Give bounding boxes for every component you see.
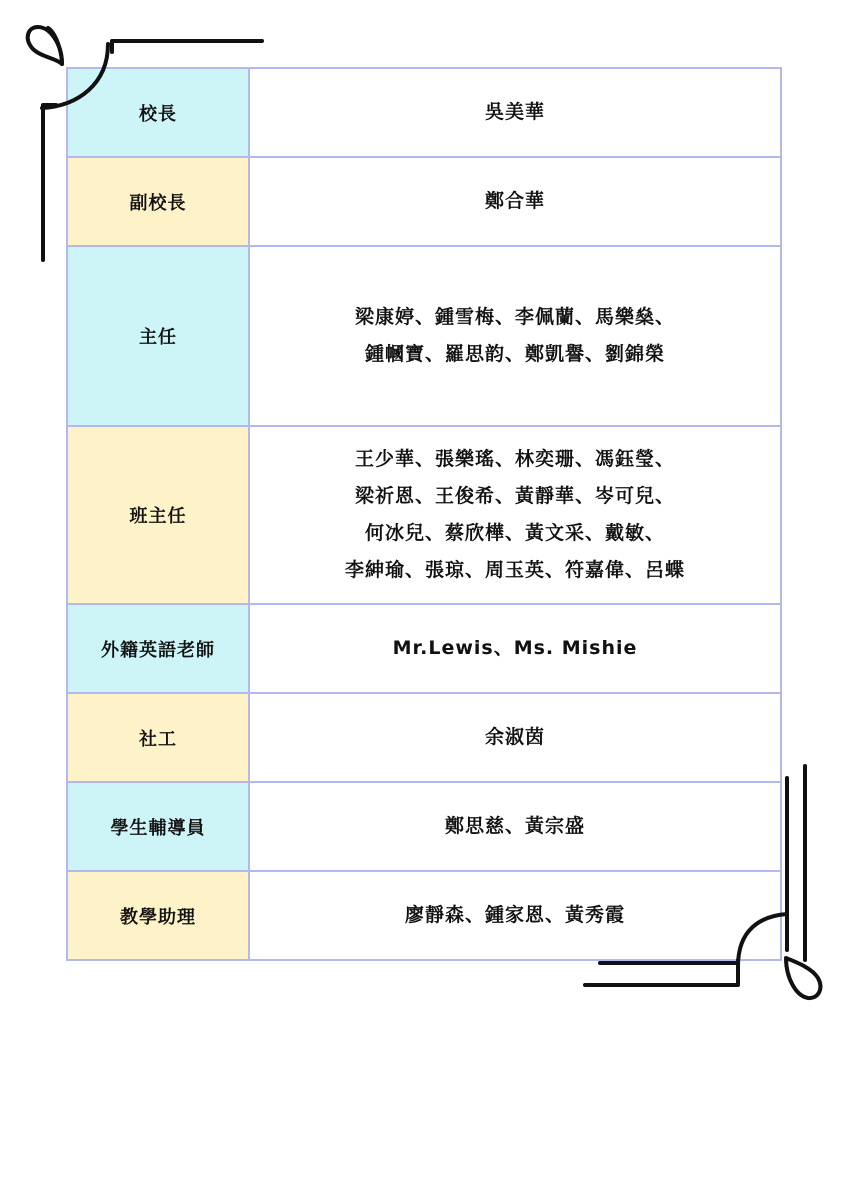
row-value-class-teacher (249, 426, 781, 604)
table-row (67, 157, 781, 246)
row-label-counselor: 學生輔導員 (67, 782, 249, 871)
row-label-net-teacher: 外籍英語老師 (67, 604, 249, 693)
row-value-social-worker (249, 693, 781, 782)
table-row (67, 604, 781, 693)
row-value-principal (249, 68, 781, 157)
name-line: 廖靜森、鍾家恩、黃秀霞 (404, 904, 625, 926)
row-value-net-teacher (249, 604, 781, 693)
name-line: 吳美華 (484, 101, 545, 123)
row-label-teaching-assistant: 教學助理 (67, 871, 249, 960)
name-line: 梁康婷、鍾雪梅、李佩蘭、馬樂燊、 (354, 306, 675, 328)
row-label-director: 主任 (67, 246, 249, 426)
table-row (67, 782, 781, 871)
row-value-teaching-assistant (249, 871, 781, 960)
table-row (67, 426, 781, 604)
row-value-vice-principal (249, 157, 781, 246)
row-value-director (249, 246, 781, 426)
table-row (67, 693, 781, 782)
staff-table (66, 67, 782, 961)
name-line: 鄭思慈、黃宗盛 (444, 815, 585, 837)
name-line: 余淑茵 (484, 726, 545, 748)
row-value-counselor (249, 782, 781, 871)
table-row (67, 68, 781, 157)
table-row (67, 246, 781, 426)
row-label-social-worker: 社工 (67, 693, 249, 782)
name-line: 王少華、張樂瑤、林奕珊、馮鈺瑩、 (354, 448, 675, 470)
name-line: 李紳瑜、張琼、周玉英、符嘉偉、呂蝶 (344, 559, 685, 581)
row-label-vice-principal: 副校長 (67, 157, 249, 246)
name-line: Mr.Lewis、Ms. Mishie (392, 637, 638, 659)
name-line: 鍾幗寶、羅思韵、鄭凱譽、劉錦榮 (364, 343, 665, 365)
name-line: 梁祈恩、王俊希、黃靜華、岑可兒、 (354, 485, 675, 507)
row-label-class-teacher: 班主任 (67, 426, 249, 604)
row-label-principal: 校長 (67, 68, 249, 157)
name-line: 何冰兒、蔡欣樺、黃文采、戴敏、 (364, 522, 665, 544)
name-line: 鄭合華 (484, 190, 545, 212)
table-row (67, 871, 781, 960)
